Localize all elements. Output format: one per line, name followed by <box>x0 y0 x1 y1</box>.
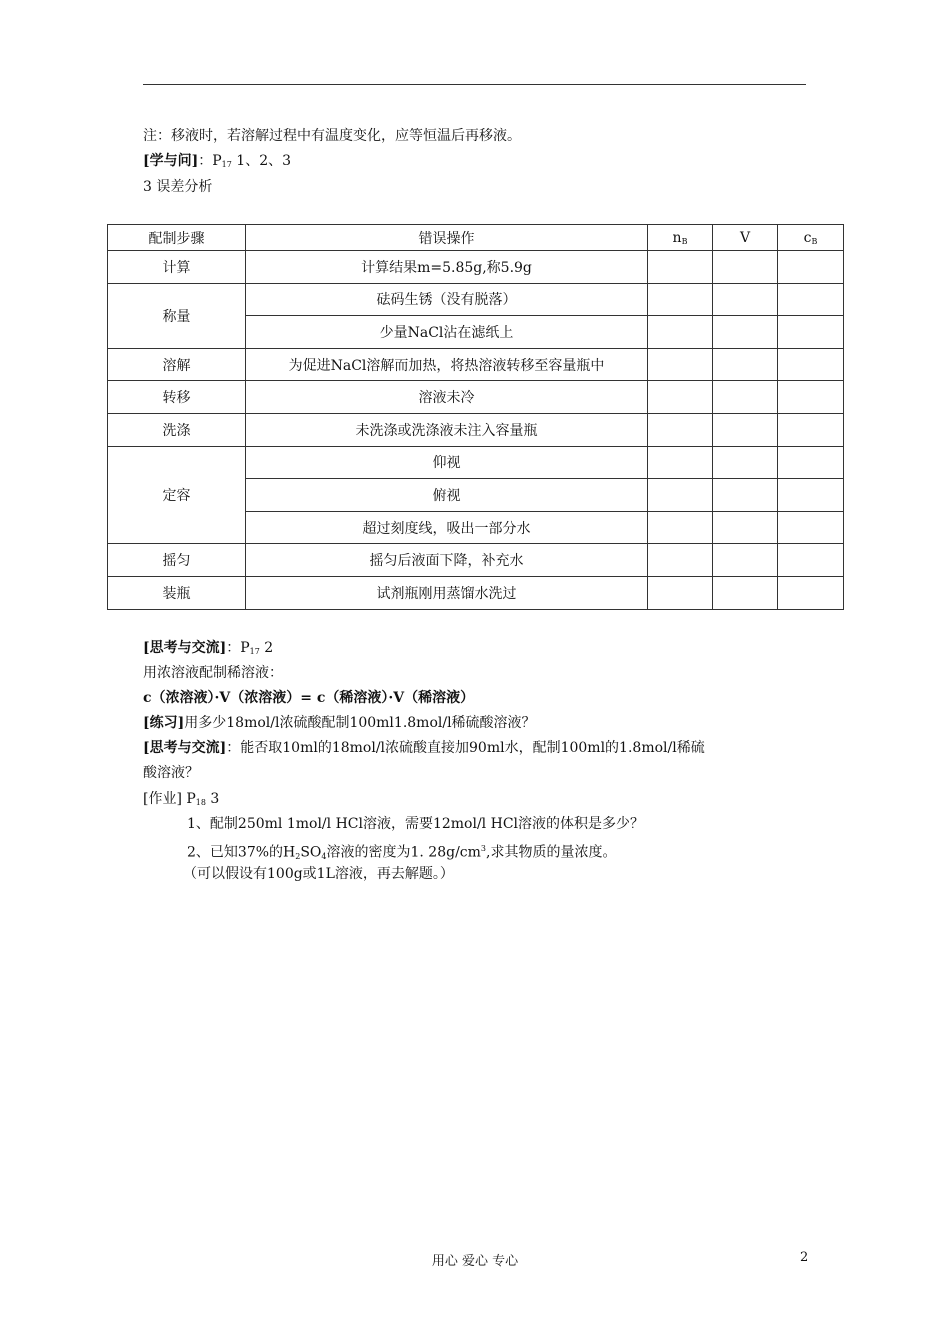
table-row <box>108 348 844 381</box>
think-line-2-cont: 酸溶液？ <box>143 765 199 781</box>
step-transfer: 转移 <box>108 381 246 414</box>
study-line: [学与问]：$P_{17}$ 1、2、3 <box>143 153 292 169</box>
op-volume-3: 超过刻度线，吸出一部分水 <box>246 511 648 544</box>
op-volume-2: 俯视 <box>246 479 648 512</box>
step-bottle: 装瓶 <box>108 576 246 609</box>
header-cb: $c_B$ <box>778 225 844 251</box>
dilute-intro: 用浓溶液配制稀溶液： <box>143 665 283 681</box>
think-line-1: [思考与交流]：$P_{17}$ 2 <box>143 640 274 656</box>
header-op: 错误操作 <box>246 225 648 251</box>
op-transfer: 溶液未冷 <box>246 381 648 414</box>
op-shake: 摇匀后液面下降，补充水 <box>246 544 648 577</box>
homework-heading: [作业] $P_{18}$ 3 <box>143 791 220 807</box>
table-row <box>108 446 844 479</box>
table-row <box>108 576 844 609</box>
table-row <box>108 413 844 446</box>
page-number: 2 <box>800 1250 809 1265</box>
op-wash: 未洗涤或洗涤液未注入容量瓶 <box>246 413 648 446</box>
header-rule <box>143 84 806 85</box>
header-v: V <box>713 225 778 251</box>
step-dissolve: 溶解 <box>108 348 246 381</box>
step-volume: 定容 <box>108 446 246 544</box>
op-volume-1: 仰视 <box>246 446 648 479</box>
think-line-2: [思考与交流]：能否取10ml的18mol/l浓硫酸直接加90ml水，配制100ml的1.8mol/l稀硫 <box>143 740 705 756</box>
op-calc: 计算结果m=5.85g,称5.9g <box>246 251 648 284</box>
header-nb: $n_B$ <box>648 225 713 251</box>
study-label: [学与问] <box>143 153 199 169</box>
dilution-formula: c（浓溶液）·V（浓溶液）= c（稀溶液）·V（稀溶液） <box>143 690 475 706</box>
homework-item-2: 2、已知37%的$H_2SO_4$溶液的密度为1. $28g/cm^3$,求其物质的量浓度。 <box>187 844 617 861</box>
table-row <box>108 251 844 284</box>
homework-hint: （可以假设有100g或1L溶液，再去解题。） <box>183 866 454 882</box>
step-calc: 计算 <box>108 251 246 284</box>
homework-item-1: 1、配制250ml 1mol/l HCl溶液，需要12mol/l HCl溶液的体积是多少？ <box>187 816 645 832</box>
step-wash: 洗涤 <box>108 413 246 446</box>
table-header-row <box>108 225 844 251</box>
table-row <box>108 381 844 414</box>
op-dissolve: 为促进NaCl溶解而加热，将热溶液转移至容量瓶中 <box>246 348 648 381</box>
header-step: 配制步骤 <box>108 225 246 251</box>
table-row <box>108 544 844 577</box>
table-row <box>108 283 844 316</box>
practice-line: [练习]用多少18mol/l浓硫酸配制100ml1.8mol/l稀硫酸溶液？ <box>143 715 536 731</box>
note-line: 注：移液时，若溶解过程中有温度变化，应等恒温后再移液。 <box>143 128 521 144</box>
section-heading: 3 误差分析 <box>143 179 213 195</box>
op-weigh-1: 砝码生锈（没有脱落） <box>246 283 648 316</box>
error-analysis-table <box>107 224 844 610</box>
op-weigh-2: 少量NaCl沾在滤纸上 <box>246 316 648 349</box>
step-weigh: 称量 <box>108 283 246 348</box>
step-shake: 摇匀 <box>108 544 246 577</box>
footer-motto: 用心 爱心 专心 <box>431 1254 519 1269</box>
op-bottle: 试剂瓶刚用蒸馏水洗过 <box>246 576 648 609</box>
